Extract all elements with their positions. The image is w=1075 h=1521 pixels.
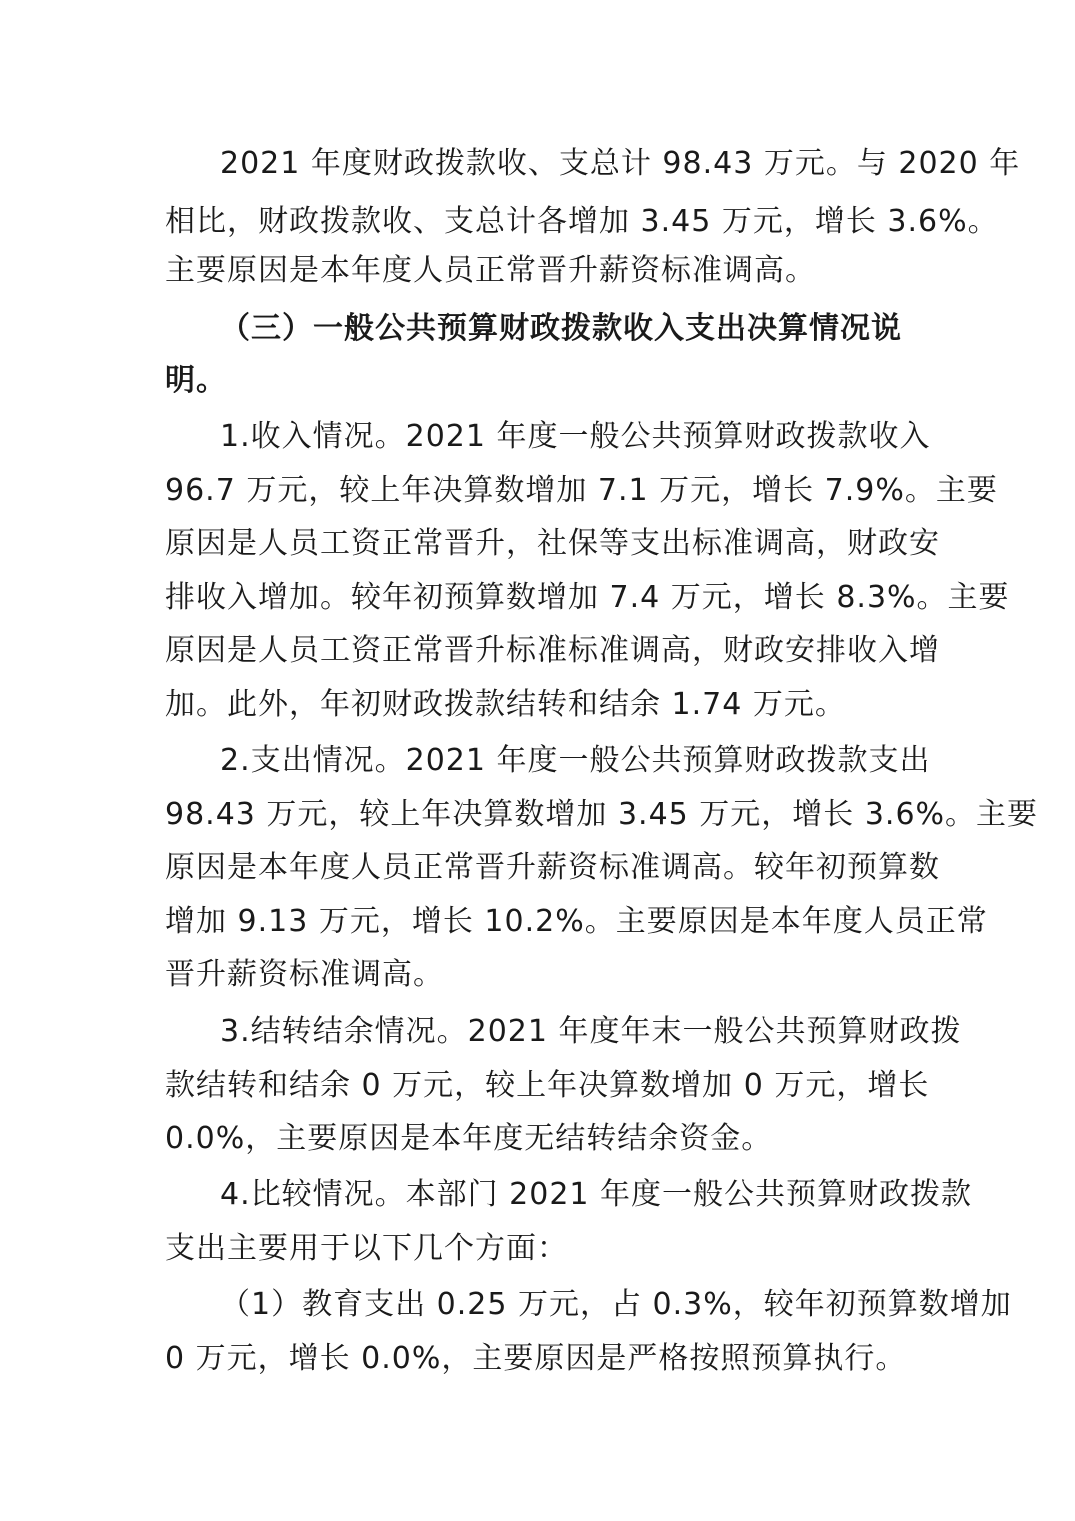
paragraph-line: 2.支出情况。2021 年度一般公共预算财政拨款支出 xyxy=(220,743,931,778)
paragraph-line: 原因是人员工资正常晋升标准标准调高，财政安排收入增 xyxy=(165,633,940,668)
paragraph-line: 2021 年度财政拨款收、支总计 98.43 万元。与 2020 年 xyxy=(220,146,1021,181)
section-heading: 明。 xyxy=(165,363,227,398)
paragraph-line: 晋升薪资标准调高。 xyxy=(165,957,444,992)
section-heading: （三）一般公共预算财政拨款收入支出决算情况说 xyxy=(220,311,902,346)
paragraph-line: 排收入增加。较年初预算数增加 7.4 万元，增长 8.3%。主要 xyxy=(165,580,1010,615)
paragraph-line: 款结转和结余 0 万元，较上年决算数增加 0 万元，增长 xyxy=(165,1068,930,1103)
paragraph-line: 主要原因是本年度人员正常晋升薪资标准调高。 xyxy=(165,253,816,288)
paragraph-line: 3.结转结余情况。2021 年度年末一般公共预算财政拨 xyxy=(220,1014,962,1049)
paragraph-line: 98.43 万元，较上年决算数增加 3.45 万元，增长 3.6%。主要 xyxy=(165,797,1039,832)
paragraph-line: 1.收入情况。2021 年度一般公共预算财政拨款收入 xyxy=(220,419,931,454)
paragraph-line: 4.比较情况。本部门 2021 年度一般公共预算财政拨款 xyxy=(220,1177,973,1212)
paragraph-line: 96.7 万元，较上年决算数增加 7.1 万元，增长 7.9%。主要 xyxy=(165,473,998,508)
paragraph-line: 原因是人员工资正常晋升，社保等支出标准调高，财政安 xyxy=(165,526,940,561)
paragraph-line: 增加 9.13 万元，增长 10.2%。主要原因是本年度人员正常 xyxy=(165,904,988,939)
paragraph-line: 支出主要用于以下几个方面： xyxy=(165,1231,568,1266)
paragraph-line: 0 万元，增长 0.0%，主要原因是严格按照预算执行。 xyxy=(165,1341,907,1376)
paragraph-line: 原因是本年度人员正常晋升薪资标准调高。较年初预算数 xyxy=(165,850,940,885)
paragraph-line: （1）教育支出 0.25 万元，占 0.3%，较年初预算数增加 xyxy=(220,1287,1012,1322)
paragraph-line: 相比，财政拨款收、支总计各增加 3.45 万元，增长 3.6%。 xyxy=(165,204,999,239)
paragraph-line: 加。此外，年初财政拨款结转和结余 1.74 万元。 xyxy=(165,687,846,722)
paragraph-line: 0.0%，主要原因是本年度无结转结余资金。 xyxy=(165,1121,773,1156)
